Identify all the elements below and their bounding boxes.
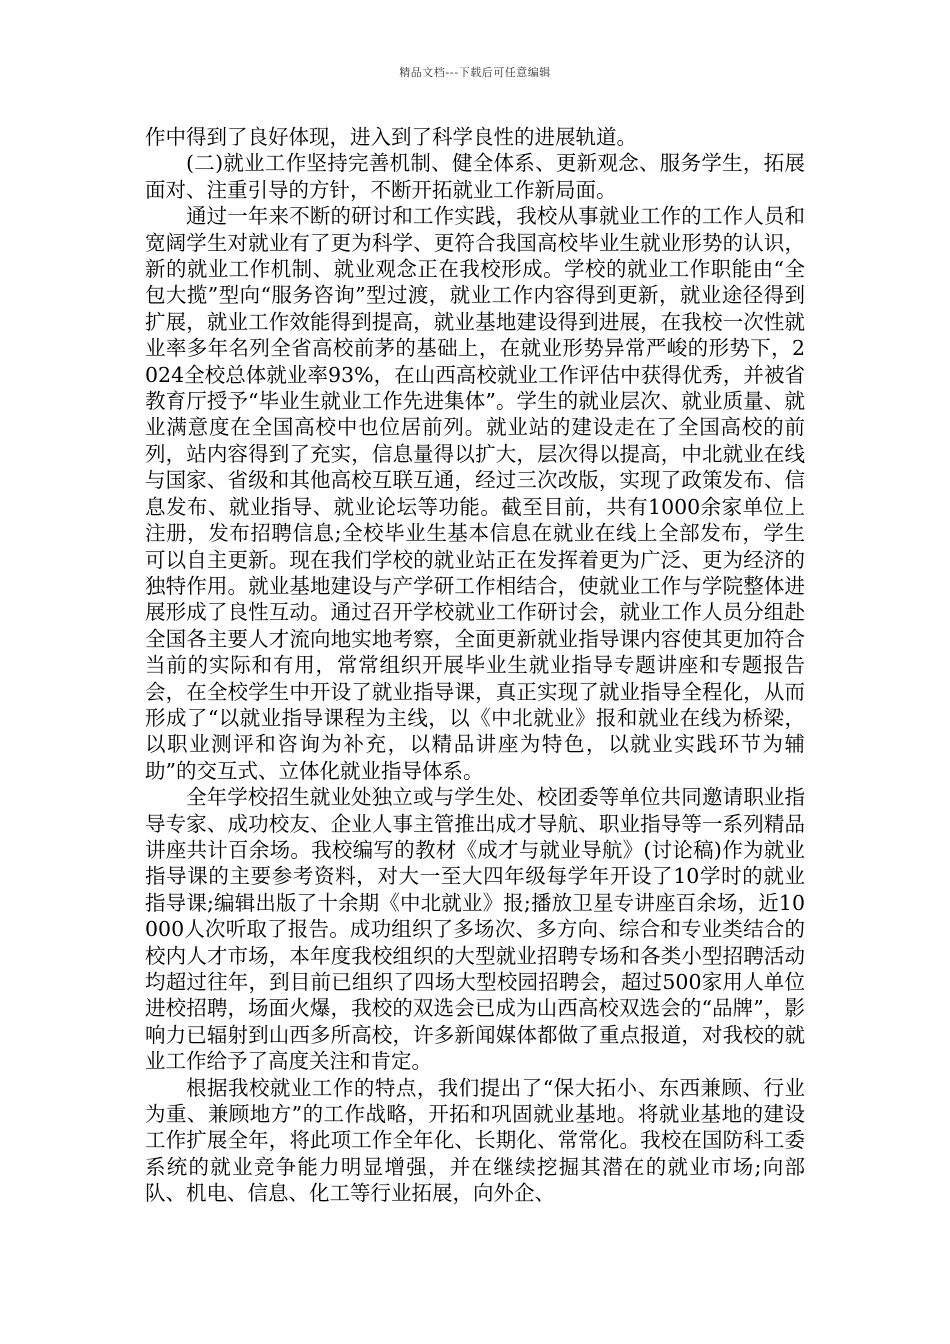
paragraph-2: (二)就业工作坚持完善机制、健全体系、更新观念、服务学生，拓展面对、注重引导的方针，不断开拓就业工作新局面。 (145, 151, 805, 202)
paragraph-1: 作中得到了良好体现，进入到了科学良性的进展轨道。 (145, 125, 637, 149)
paragraph-3: 通过一年来不断的研讨和工作实践，我校从事就业工作的工作人员和宽阔学生对就业有了更为科学、更符合我国高校毕业生就业形势的认识，新的就业工作机制、就业观念正在我校形成。学校的就业工作职能由“全包大揽”型向“服务咨询”型过渡，就业工作内容得到更新，就业途径得到扩展，就业工作效能得到提高，就业基地建设得到进展，在我校一次性就业率多年名列全省高校前茅的基础上，在就业形势异常严峻的形势下，2024全校总体就业率93%，在山西高校就业工作评估中获得优秀，并被省教育厅授予“毕业生就业工作先进集体”。学生的就业层次、就业质量、就业满意度在全国高校中也位居前列。就业站的建设走在了全国高校的前列，站内容得到了充实，信息量得以扩大，层次得以提高，中北就业在线与国家、省级和其他高校互联互通，经过三次改版，实现了政策发布、信息发布、就业指导、就业论坛等功能。截至目前，共有1000余家单位上注册，发布招聘信息;全校毕业生基本信息在就业在线上全部发布，学生可以自主更新。现在我们学校的就业站正在发挥着更为广泛、更为经济的独特作用。就业基地建设与产学研工作相结合，使就业工作与学院整体进展形成了良性互动。通过召开学校就业工作研讨会，就业工作人员分组赴全国各主要人才流向地实地考察，全面更新就业指导课内容使其更加符合当前的实际和有用，常常组织开展毕业生就业指导专题讲座和专题报告会，在全校学生中开设了就业指导课，真正实现了就业指导全程化，从而形成了“以就业指导课程为主线，以《中北就业》报和就业在线为桥梁，以职业测评和咨询为补充，以精品讲座为特色，以就业实践环节为辅助”的交互式、立体化就业指导体系。 (145, 204, 805, 783)
paragraph-5: 根据我校就业工作的特点，我们提出了“保大拓小、东西兼顾、行业为重、兼顾地方”的工作战略，开拓和巩固就业基地。将就业基地的建设工作扩展全年，将此项工作全年化、长期化、常常化。我校在国防科工委系统的就业竞争能力明显增强，并在继续挖掘其潜在的就业市场;向部队、机电、信息、化工等行业拓展，向外企、 (145, 1075, 805, 1206)
document-body (145, 124, 805, 1207)
page-header: 精品文档---下载后可任意编辑 (399, 66, 551, 79)
paragraph-4: 全年学校招生就业处独立或与学生处、校团委等单位共同邀请职业指导专家、成功校友、企业人事主管推出成才导航、职业指导等一系列精品讲座共计百余场。我校编写的教材《成才与就业导航》(讨论稿)作为就业指导课的主要参考资料，对大一至大四年级每学年开设了10学时的就业指导课;编辑出版了十余期《中北就业》报;播放卫星专讲座百余场，近10000人次听取了报告。成功组织了多场次、多方向、综合和专业类结合的校内人才市场，本年度我校组织的大型就业招聘专场和各类小型招聘活动均超过往年，到目前已组织了四场大型校园招聘会，超过500家用人单位进校招聘，场面火爆，我校的双选会已成为山西高校双选会的“品牌”，影响力已辐射到山西多所高校，许多新闻媒体都做了重点报道，对我校的就业工作给予了高度关注和肯定。 (145, 785, 805, 1074)
